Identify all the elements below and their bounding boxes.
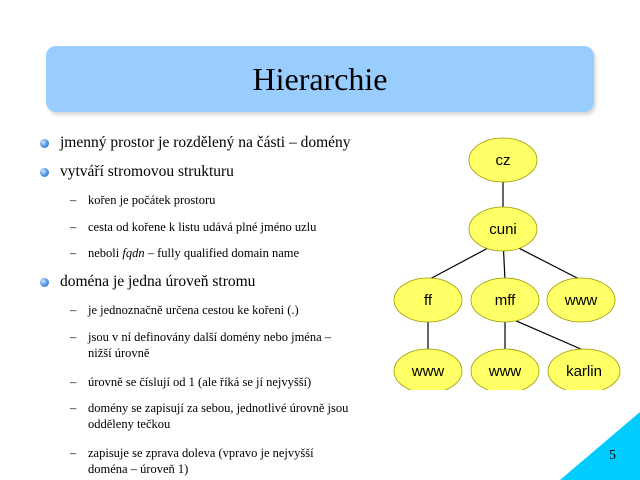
dash-icon: – bbox=[70, 193, 77, 207]
bullet-level2: cesta od kořene k listu udává plné jméno uzlu bbox=[88, 220, 317, 234]
line: odděleny tečkou bbox=[88, 417, 171, 431]
bullet-level1: doména je jedna úroveň stromu bbox=[60, 273, 256, 290]
node-label: cz bbox=[495, 152, 511, 169]
text-fragment: neboli bbox=[88, 246, 123, 260]
line: doména – úroveň 1) bbox=[88, 462, 189, 476]
bullet-level2: je jednoznačně určena cestou ke kořeni (.) bbox=[88, 303, 299, 317]
bullet-level1: jmenný prostor je rozdělený na části – domény bbox=[60, 134, 351, 151]
fqdn-term: fqdn bbox=[122, 246, 145, 260]
tree-node-www-top bbox=[547, 278, 615, 322]
page-number: 5 bbox=[609, 448, 616, 463]
node-label: ff bbox=[423, 292, 433, 309]
bullet-dot-icon bbox=[40, 139, 49, 148]
node-label: cuni bbox=[489, 221, 517, 238]
domain-tree bbox=[388, 130, 640, 390]
dash-icon: – bbox=[70, 330, 77, 344]
tree-node-ff bbox=[394, 278, 462, 322]
dash-icon: – bbox=[70, 246, 77, 260]
slide-title: Hierarchie bbox=[252, 60, 388, 97]
dash-icon: – bbox=[70, 375, 77, 389]
bullet-level2 bbox=[88, 245, 400, 261]
node-label: karlin bbox=[566, 363, 602, 380]
bullet-level2 bbox=[88, 400, 400, 432]
bullet-level2 bbox=[88, 329, 400, 361]
tree-node-karlin bbox=[548, 349, 620, 390]
line: jsou v ní definovány další domény nebo jména – bbox=[88, 330, 332, 344]
tree-node-cuni bbox=[469, 207, 537, 251]
node-label: mff bbox=[494, 292, 516, 309]
corner-triangle bbox=[560, 412, 640, 480]
line: domény se zapisují za sebou, jednotlivé úrovně jsou bbox=[88, 401, 349, 415]
bullet-dot-icon bbox=[40, 278, 49, 287]
dash-icon: – bbox=[70, 446, 77, 460]
line: nižší úrovně bbox=[88, 346, 150, 360]
tree-node-www-ff bbox=[394, 349, 462, 390]
tree-node-mff bbox=[471, 278, 539, 322]
text-fragment: – fully qualified domain name bbox=[144, 246, 300, 260]
bullet-level2 bbox=[88, 445, 400, 477]
tree-node-www-mff bbox=[471, 349, 539, 390]
bullet-level2: úrovně se číslují od 1 (ale říká se jí nejvyšší) bbox=[88, 375, 312, 389]
dash-icon: – bbox=[70, 401, 77, 415]
dash-icon: – bbox=[70, 220, 77, 234]
node-label: www bbox=[564, 292, 598, 309]
node-label: www bbox=[411, 363, 445, 380]
bullet-dot-icon bbox=[40, 168, 49, 177]
line: zapisuje se zprava doleva (vpravo je nejvyšší bbox=[88, 446, 314, 460]
bullet-level2: kořen je počátek prostoru bbox=[88, 193, 216, 207]
tree-node-cz bbox=[469, 138, 537, 182]
node-label: www bbox=[488, 363, 522, 380]
dash-icon: – bbox=[70, 303, 77, 317]
bullet-level1: vytváří stromovou strukturu bbox=[60, 163, 234, 180]
corner-shape bbox=[560, 412, 640, 480]
